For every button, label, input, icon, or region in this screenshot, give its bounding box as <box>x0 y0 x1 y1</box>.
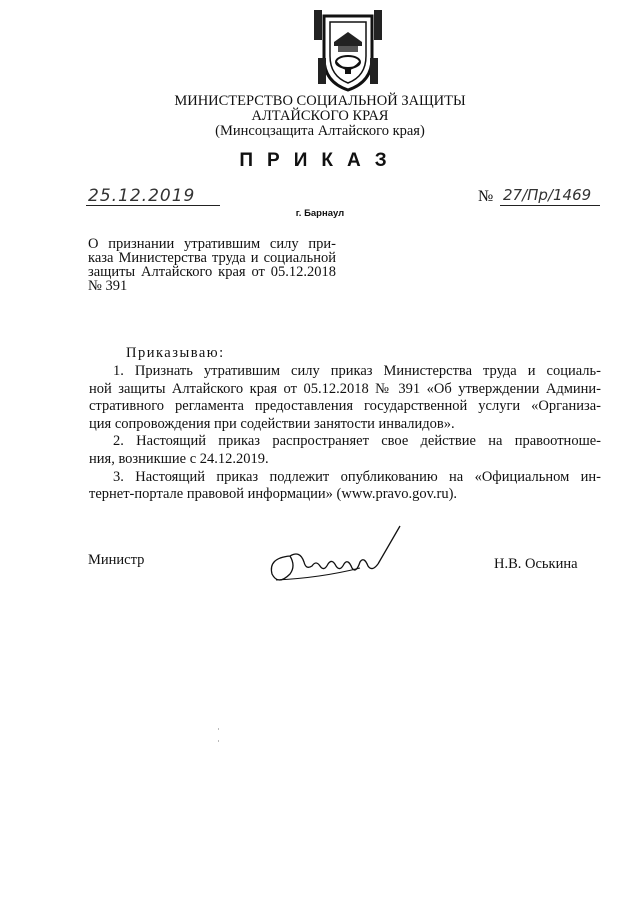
body-line: ция сопровождения при содействии занятости инвалидов». <box>89 415 455 432</box>
date-underline <box>86 205 220 206</box>
document-title: ПРИКАЗ <box>239 150 401 171</box>
scan-artifact-dot <box>218 740 219 742</box>
order-subject <box>88 237 336 293</box>
ministry-short-name: (Минсоцзащита Алтайского края) <box>215 123 425 139</box>
body-line: 3. Настоящий приказ подлежит опубликованию на «Официальном ин- <box>113 468 601 485</box>
subject-line: защиты Алтайского края от 05.12.2018 <box>88 264 336 280</box>
body-line: тернет-портале правовой информации» (www.pravo.gov.ru). <box>89 486 458 503</box>
body-line: 1. Признать утратившим силу приказ Министерства труда и социаль- <box>113 363 601 379</box>
scan-artifact-dot <box>218 728 219 730</box>
altai-coat-of-arms-emblem <box>310 6 386 94</box>
date-handwritten: 25.12.2019 <box>88 186 196 206</box>
number-underline <box>500 205 600 206</box>
handwritten-signature <box>260 522 410 592</box>
subject-line: каза Министерства труда и социальной <box>88 250 336 266</box>
subject-line: № 391 <box>88 278 128 294</box>
signatory-position: Министр <box>88 552 145 568</box>
body-line: ной защиты Алтайского края от 05.12.2018 № 391 «Об утверждении Админи- <box>89 380 601 397</box>
ministry-name-line2: АЛТАЙСКОГО КРАЯ <box>251 108 389 124</box>
order-body <box>89 363 601 504</box>
city-label: г. Барнаул <box>295 208 345 219</box>
body-line: 2. Настоящий приказ распространяет свое действие на правоотноше- <box>113 433 601 450</box>
body-line: ния, возникшие с 24.12.2019. <box>89 450 269 467</box>
signatory-name: Н.В. Оськина <box>494 556 578 572</box>
ministry-name-line1: МИНИСТЕРСТВО СОЦИАЛЬНОЙ ЗАЩИТЫ <box>174 93 466 109</box>
number-handwritten: 27/Пр/1469 <box>503 186 592 204</box>
number-sign: № <box>478 188 494 205</box>
order-directive-word: Приказываю: <box>126 345 225 361</box>
ministry-header <box>0 94 640 139</box>
subject-line: О признании утратившим силу при- <box>88 236 336 252</box>
body-line: стративного регламента предоставления государственной услуги «Организа- <box>89 398 601 415</box>
